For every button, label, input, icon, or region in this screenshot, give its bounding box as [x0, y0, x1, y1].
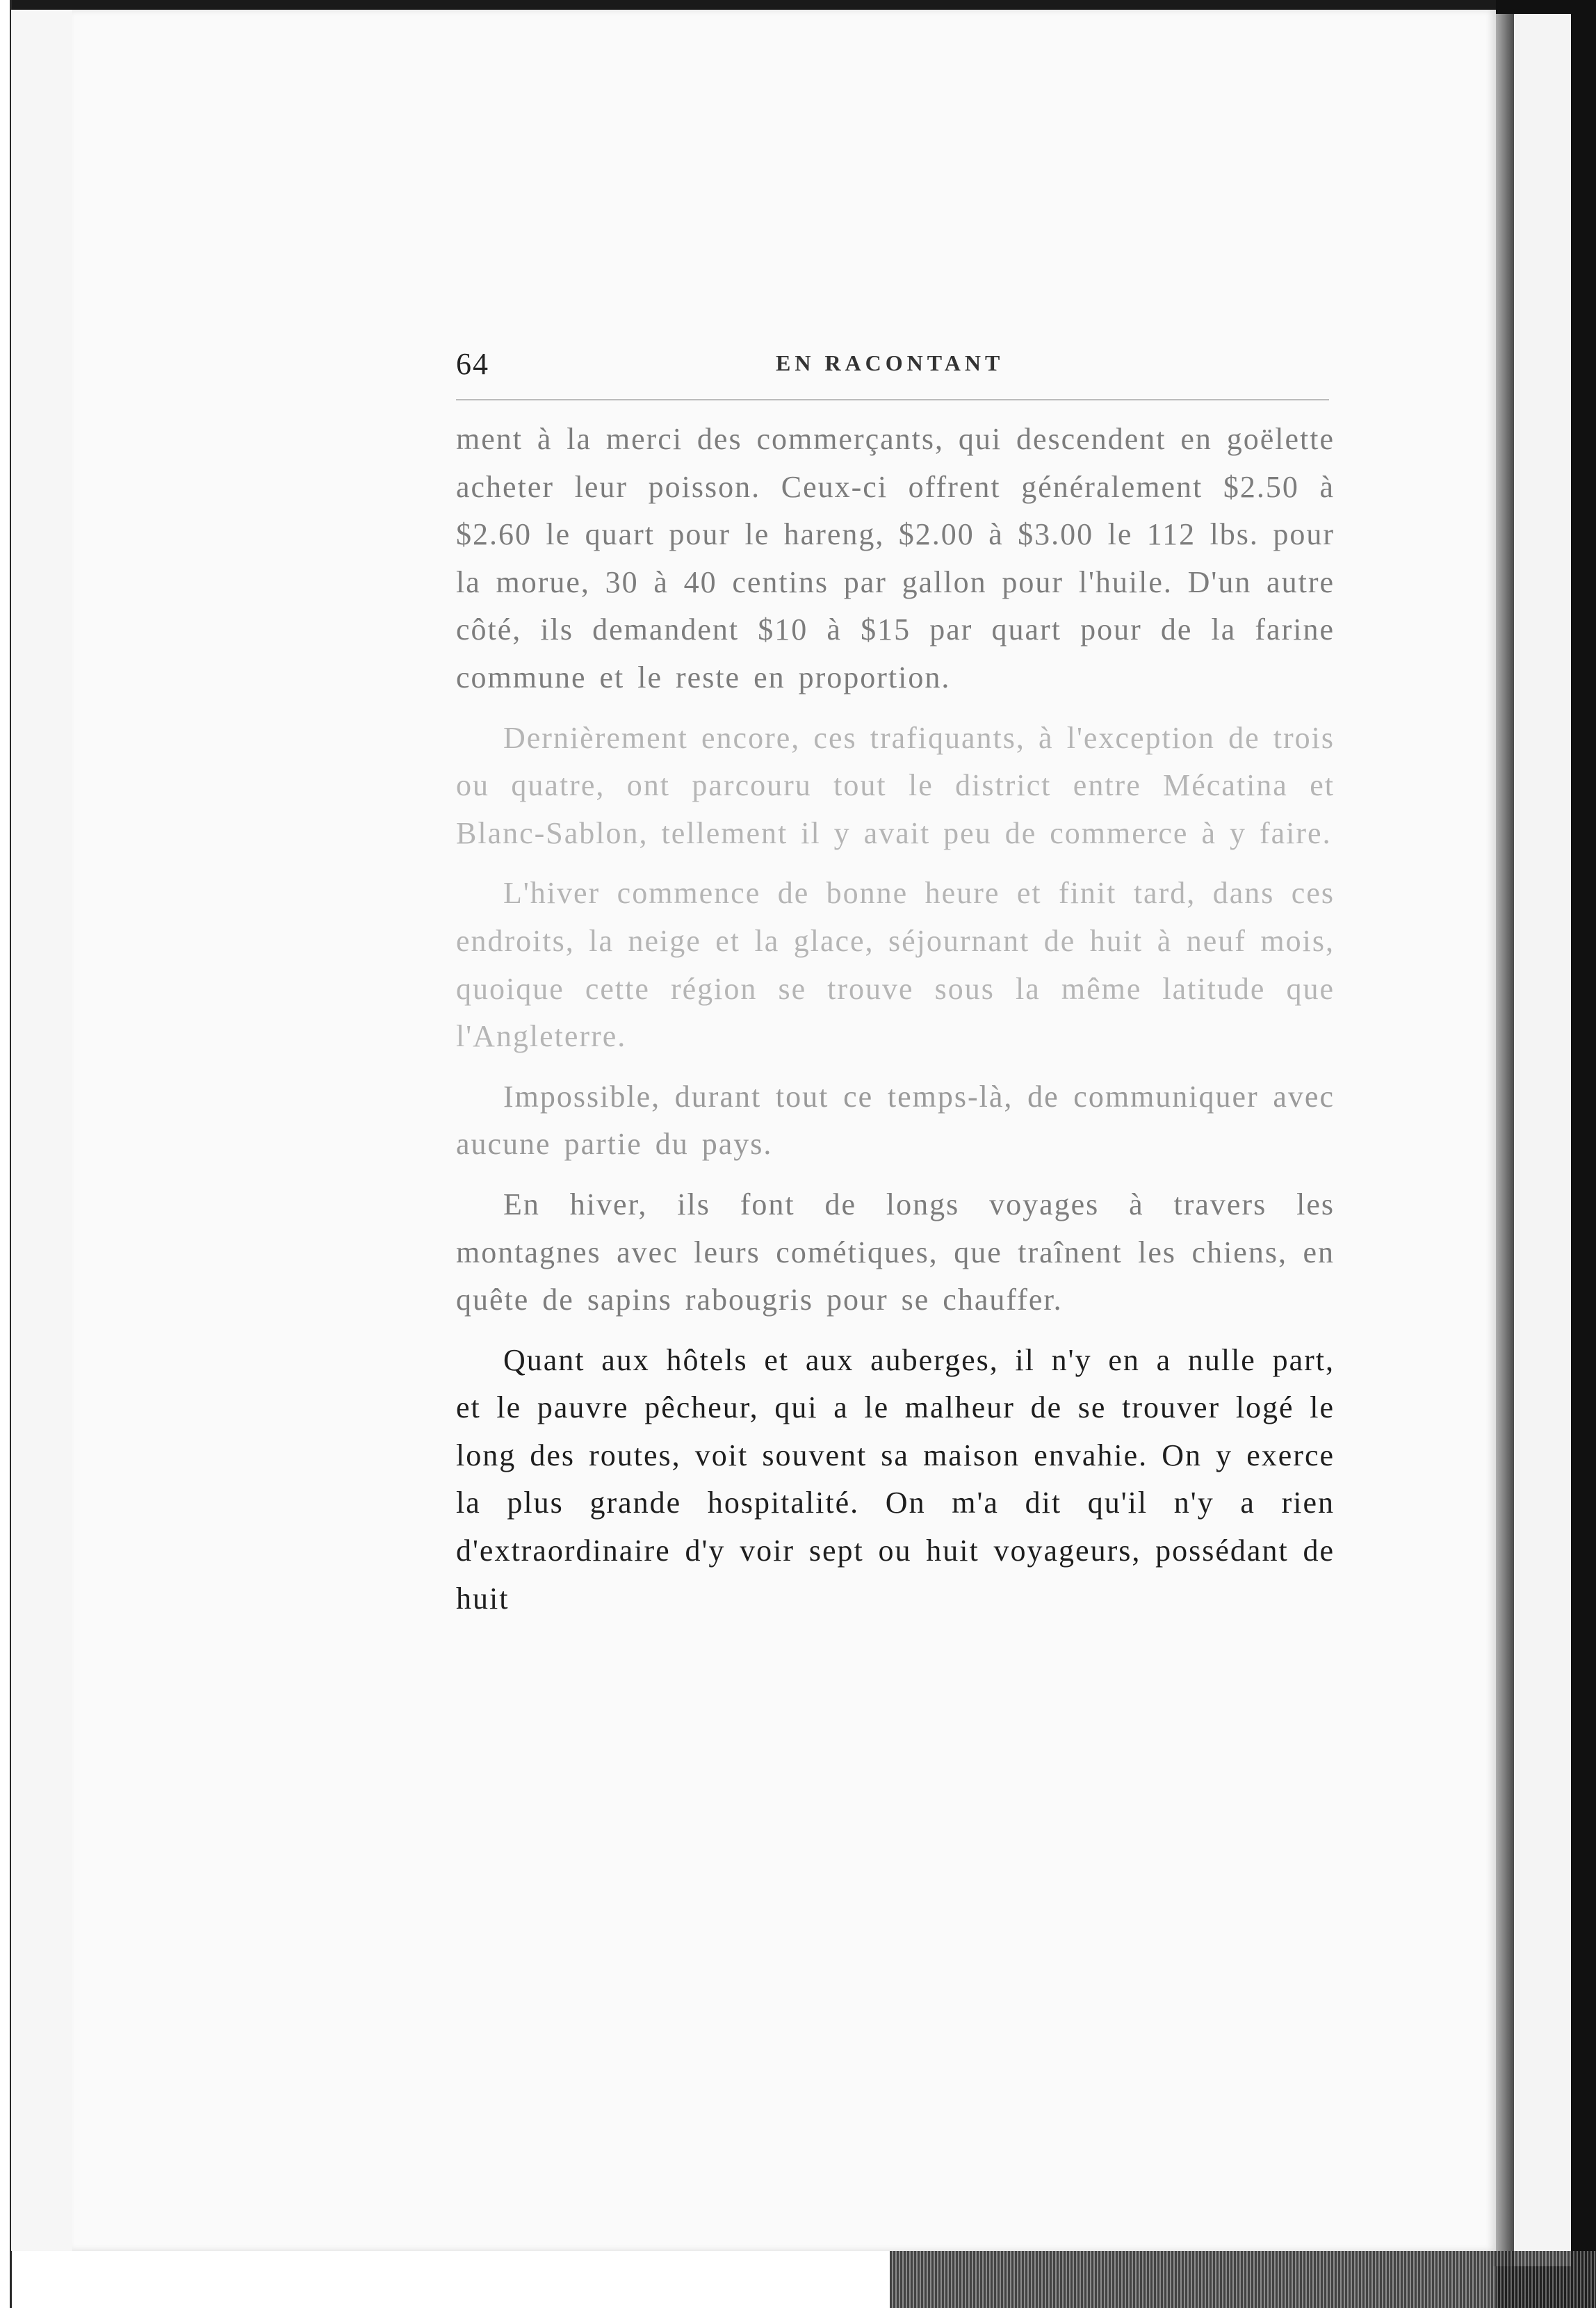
paragraph-3: L'hiver commence de bonne heure et finit tard, dans ces endroits, la neige et la glace, séjournant de huit à neuf mois, quoique cette région se trouve sous la même latitude que l'Angleterre.: [456, 876, 1335, 1054]
paragraph-5: En hiver, ils font de longs voyages à travers les montagnes avec leurs cométiques, que traînent les chiens, en quête de sapins rabougris pour se chauffer.: [456, 1187, 1335, 1317]
page-number: 64: [456, 347, 489, 381]
scan-top-border: [0, 0, 1596, 10]
scan-bottom-border: [890, 2251, 1596, 2308]
running-head: [456, 345, 1329, 387]
page-fold-shadow: [1493, 14, 1514, 2266]
adjacent-page-edge: [1514, 14, 1571, 2266]
scan-left-border: [0, 0, 12, 2308]
paragraph-6: Quant aux hôtels et aux auberges, il n'y en a nulle part, et le pauvre pêcheur, qui a le malheur de se trouver logé le long des routes, voit souvent sa maison envahie. On y exerce la plus grande hospitalité. On m'a dit qu'il n'y a rien d'extraordinaire d'y voir sept ou huit voyageurs, possédant de huit: [456, 1342, 1335, 1616]
header-rule: [456, 399, 1329, 400]
paragraph-1: ment à la merci des commerçants, qui descendent en goëlette acheter leur poisson. Ceux-ci offrent généralement $2.50 à $2.60 le quart pour le hareng, $2.00 à $3.00 le 112 lbs. pour la morue, 30 à 40 centins par gallon pour l'huile. D'un autre côté, ils demandent $10 à $15 par quart pour de la farine commune et le reste en proportion.: [456, 422, 1335, 694]
scan-left-margin: [11, 10, 72, 2251]
paragraph-4: Impossible, durant tout ce temps-là, de communiquer avec aucune partie du pays.: [456, 1079, 1335, 1162]
body-text: [456, 416, 1335, 1635]
running-head-title: EN RACONTANT: [776, 350, 1004, 375]
paragraph-2: Dernièrement encore, ces trafiquants, à l'exception de trois ou quatre, ont parcouru tout le district entre Mécatina et Blanc-Sablon, tellement il y avait peu de commerce à y faire.: [456, 720, 1335, 850]
